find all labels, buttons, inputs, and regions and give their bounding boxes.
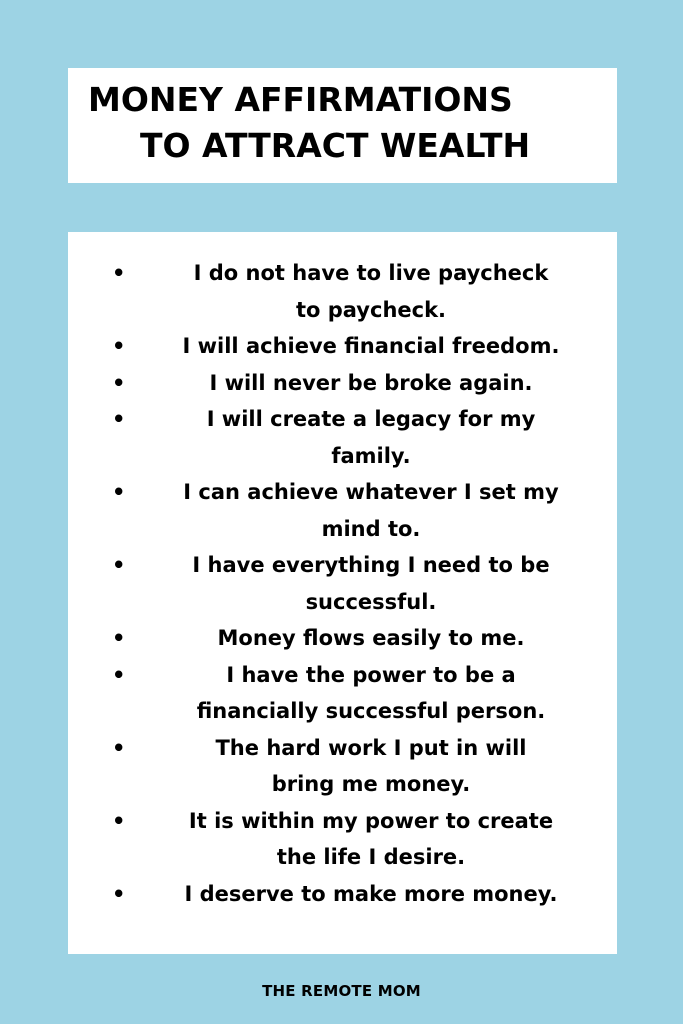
affirmation-item bbox=[108, 876, 600, 913]
affirmation-text: Money flows easily to me. bbox=[217, 626, 525, 650]
brand-footer: THE REMOTE MOM bbox=[262, 982, 421, 1000]
affirmation-text: I can achieve whatever I set my bbox=[183, 480, 559, 504]
affirmation-text: It is within my power to create bbox=[188, 808, 554, 833]
affirmation-text: The hard work I put in will bbox=[215, 735, 527, 760]
affirmation-text: successful. bbox=[305, 589, 437, 614]
bullet-icon: • bbox=[112, 808, 126, 833]
affirmation-text: bring me money. bbox=[271, 772, 471, 796]
bullet-icon: • bbox=[112, 626, 126, 650]
title-line-2: TO ATTRACT WEALTH bbox=[140, 126, 531, 165]
bullet-icon: • bbox=[112, 261, 126, 285]
bullet-icon: • bbox=[112, 881, 126, 906]
affirmation-text: I have everything I need to be bbox=[192, 553, 550, 577]
affirmations-panel bbox=[68, 232, 617, 954]
affirmation-item bbox=[108, 657, 600, 730]
affirmation-text: family. bbox=[331, 443, 411, 468]
affirmation-text: I do not have to live paycheck bbox=[193, 261, 549, 285]
affirmations-list bbox=[108, 255, 600, 912]
affirmation-item bbox=[108, 803, 600, 876]
affirmation-text: I deserve to make more money. bbox=[184, 881, 558, 906]
affirmation-text: I will never be broke again. bbox=[209, 370, 533, 395]
affirmation-item bbox=[108, 255, 600, 328]
bullet-icon: • bbox=[112, 407, 126, 431]
affirmation-item bbox=[108, 365, 600, 402]
affirmation-text: I will create a legacy for my bbox=[206, 407, 536, 431]
bullet-icon: • bbox=[112, 553, 126, 577]
title-panel bbox=[68, 68, 617, 183]
affirmation-text: I will achieve financial freedom. bbox=[182, 334, 560, 358]
bullet-icon: • bbox=[112, 662, 126, 687]
affirmation-text: to paycheck. bbox=[295, 297, 447, 322]
bullet-icon: • bbox=[112, 370, 126, 395]
affirmation-text: mind to. bbox=[321, 516, 421, 541]
affirmation-item bbox=[108, 620, 600, 657]
bullet-icon: • bbox=[112, 334, 126, 358]
affirmation-item bbox=[108, 401, 600, 474]
bullet-icon: • bbox=[112, 480, 126, 504]
bullet-icon: • bbox=[112, 735, 126, 760]
title-line-1: MONEY AFFIRMATIONS bbox=[88, 80, 513, 119]
affirmation-text: I have the power to be a bbox=[226, 662, 516, 687]
affirmation-item bbox=[108, 547, 600, 620]
affirmation-item bbox=[108, 730, 600, 803]
affirmation-text: the life I desire. bbox=[276, 845, 466, 869]
affirmation-item bbox=[108, 474, 600, 547]
affirmation-text: financially successful person. bbox=[196, 699, 546, 723]
affirmation-item bbox=[108, 328, 600, 365]
